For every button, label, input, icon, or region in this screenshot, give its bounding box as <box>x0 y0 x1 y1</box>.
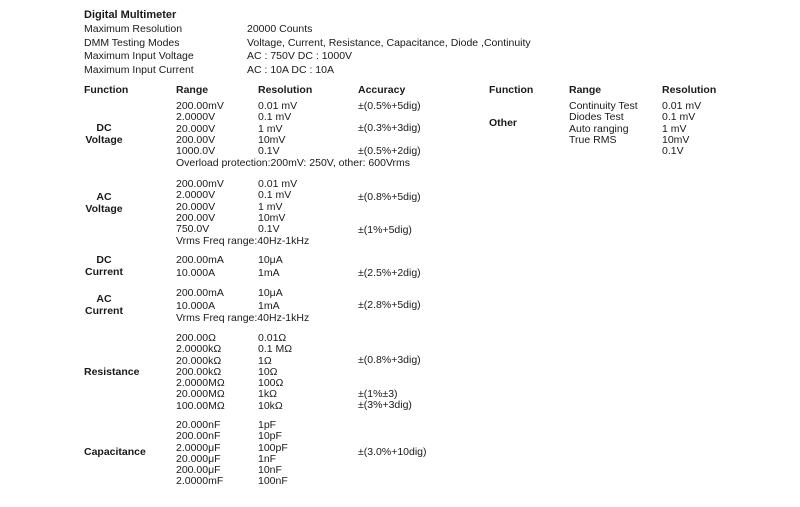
accuracy-cell: ±(1%±3) <box>358 388 398 400</box>
ac-voltage-note: Vrms Freq range:40Hz-1kHz <box>176 235 310 247</box>
other-ranges <box>569 101 638 146</box>
ac-voltage-resolutions <box>258 179 297 235</box>
page-title: Digital Multimeter <box>84 9 177 21</box>
spec-label: Maximum Resolution <box>84 23 183 35</box>
function-resistance: Resistance <box>84 366 140 378</box>
dc-voltage-note: Overload protection:200mV: 250V, other: 600Vrms <box>176 157 411 169</box>
range-cell: 20.000μF <box>176 452 221 465</box>
range-cell: 10.000A <box>176 300 216 313</box>
resolution-cell: 10nF <box>258 464 282 477</box>
range-cell: 20.000nF <box>176 419 221 431</box>
side-col-header-function: Function <box>489 84 534 96</box>
resistance-resolutions <box>258 333 292 412</box>
range-cell: 2.0000V <box>176 189 216 202</box>
range-cell: 200.00kΩ <box>176 365 222 378</box>
resolution-cell: 10pF <box>258 430 282 443</box>
dc-voltage-ranges <box>176 101 224 157</box>
accuracy-cell: ±(0.8%+3dig) <box>358 354 421 366</box>
function-label: DC <box>96 122 112 134</box>
function-label: Current <box>85 265 123 278</box>
accuracy-cell: ±(0.3%+3dig) <box>358 122 421 134</box>
range-cell: 2.0000mF <box>176 475 224 488</box>
accuracy-cell: ±(1%+5dig) <box>358 224 412 236</box>
resolution-cell: 1 mV <box>258 200 283 213</box>
accuracy-cell: ±(2.8%+5dig) <box>358 299 421 311</box>
col-header-resolution: Resolution <box>258 84 313 96</box>
capacitance-resolutions <box>258 420 288 488</box>
range-cell: 200.00nF <box>176 430 221 443</box>
function-label: Current <box>85 304 123 317</box>
spec-label: Maximum Input Current <box>84 63 194 76</box>
dc-voltage-resolutions <box>258 101 297 157</box>
spec-values <box>247 24 531 78</box>
resolution-cell: 0.1 MΩ <box>258 343 293 356</box>
resolution-cell: 10Ω <box>258 365 278 378</box>
range-cell: 20.000V <box>176 122 216 135</box>
range-cell: Auto ranging <box>569 122 629 135</box>
range-cell: 200.00mA <box>176 287 224 299</box>
range-cell: 10.000A <box>176 267 216 280</box>
resolution-cell: 1kΩ <box>258 388 277 401</box>
range-cell: True RMS <box>569 133 617 146</box>
function-dc-current <box>84 255 124 278</box>
range-cell: 200.00Ω <box>176 332 216 344</box>
function-label: AC <box>96 293 112 305</box>
resolution-cell: 10μA <box>258 287 283 299</box>
spec-label: Maximum Input Voltage <box>84 50 194 62</box>
resolution-cell: 10mV <box>258 211 286 224</box>
resolution-cell: 100nF <box>258 475 288 488</box>
ac-voltage-ranges <box>176 179 224 235</box>
accuracy-cell: ±(0.5%+5dig) <box>358 100 421 112</box>
resolution-cell: 0.1 mV <box>662 111 696 124</box>
range-cell: 2.0000MΩ <box>176 377 225 390</box>
resolution-cell: 0.01 mV <box>258 178 298 190</box>
resolution-cell: 10kΩ <box>258 399 283 412</box>
resolution-cell: 0.01Ω <box>258 332 287 344</box>
function-label: DC <box>96 254 112 266</box>
col-header-function: Function <box>84 84 129 96</box>
function-label: Voltage <box>85 133 123 146</box>
resolution-cell: 0.01 mV <box>258 100 298 112</box>
resolution-cell: 1 mV <box>258 122 283 135</box>
resolution-cell: 10mV <box>662 133 690 146</box>
resolution-cell: 100Ω <box>258 377 284 390</box>
range-cell: 200.00V <box>176 133 216 146</box>
accuracy-cell: ±(0.8%+5dig) <box>358 191 421 203</box>
resolution-cell: 1 mV <box>662 122 687 135</box>
range-cell: 100.00MΩ <box>176 399 225 412</box>
range-cell: 2.0000kΩ <box>176 343 222 356</box>
resolution-cell: 100pF <box>258 441 288 454</box>
function-ac-current <box>84 294 124 317</box>
ac-current-ranges <box>176 288 224 313</box>
resolution-cell: 1pF <box>258 419 277 431</box>
resolution-cell: 0.01 mV <box>662 100 702 112</box>
spec-value: AC : 10A DC : 10A <box>247 63 334 76</box>
resolution-cell: 0.1 mV <box>258 189 292 202</box>
function-ac-voltage <box>84 192 124 215</box>
range-cell: 200.00μF <box>176 464 221 477</box>
col-header-accuracy: Accuracy <box>358 84 406 96</box>
resolution-cell: 0.1V <box>662 145 684 158</box>
range-cell: 200.00mA <box>176 254 224 266</box>
resolution-cell: 0.1V <box>258 223 280 236</box>
spec-labels <box>84 24 194 78</box>
ac-current-resolutions <box>258 288 283 313</box>
spec-value: AC : 750V DC : 1000V <box>247 50 353 62</box>
range-cell: 2.0000V <box>176 111 216 124</box>
range-cell: 200.00V <box>176 211 216 224</box>
range-cell: 200.00mV <box>176 178 224 190</box>
range-cell: 20.000kΩ <box>176 354 222 367</box>
range-cell: Continuity Test <box>569 100 638 112</box>
accuracy-cell: ±(3.0%+10dig) <box>358 446 427 458</box>
resolution-cell: 1nF <box>258 452 277 465</box>
function-label: AC <box>96 191 112 203</box>
resolution-cell: 10mV <box>258 133 286 146</box>
function-dc-voltage <box>84 123 124 146</box>
range-cell: 2.0000μF <box>176 441 221 454</box>
resolution-cell: 1mA <box>258 300 280 313</box>
side-col-header-resolution: Resolution <box>662 84 717 96</box>
side-col-header-range: Range <box>569 84 602 96</box>
function-capacitance: Capacitance <box>84 446 146 458</box>
function-label: Voltage <box>85 202 123 215</box>
accuracy-cell: ±(3%+3dig) <box>358 399 412 411</box>
function-other: Other <box>489 117 518 129</box>
resistance-ranges <box>176 333 225 412</box>
range-cell: 200.00mV <box>176 100 224 112</box>
resolution-cell: 1mA <box>258 267 280 280</box>
range-cell: 750.0V <box>176 223 210 236</box>
accuracy-cell: ±(0.5%+2dig) <box>358 145 421 157</box>
resolution-cell: 0.1V <box>258 145 280 158</box>
range-cell: 1000.0V <box>176 145 216 158</box>
range-cell: 20.000V <box>176 200 216 213</box>
spec-value: Voltage, Current, Resistance, Capacitance, Diode ,Continuity <box>247 36 531 49</box>
resolution-cell: 10μA <box>258 254 283 266</box>
dc-current-resolutions <box>258 255 283 280</box>
resolution-cell: 1Ω <box>258 354 272 367</box>
resolution-cell: 0.1 mV <box>258 111 292 124</box>
accuracy-cell: ±(2.5%+2dig) <box>358 267 421 279</box>
range-cell: Diodes Test <box>569 111 624 124</box>
col-header-range: Range <box>176 84 209 96</box>
capacitance-ranges <box>176 420 223 488</box>
dc-current-ranges <box>176 255 224 280</box>
range-cell: 20.000MΩ <box>176 388 225 401</box>
other-resolutions <box>662 101 701 157</box>
spec-label: DMM Testing Modes <box>84 36 180 49</box>
spec-value: 20000 Counts <box>247 23 313 35</box>
ac-current-note: Vrms Freq range:40Hz-1kHz <box>176 312 310 324</box>
